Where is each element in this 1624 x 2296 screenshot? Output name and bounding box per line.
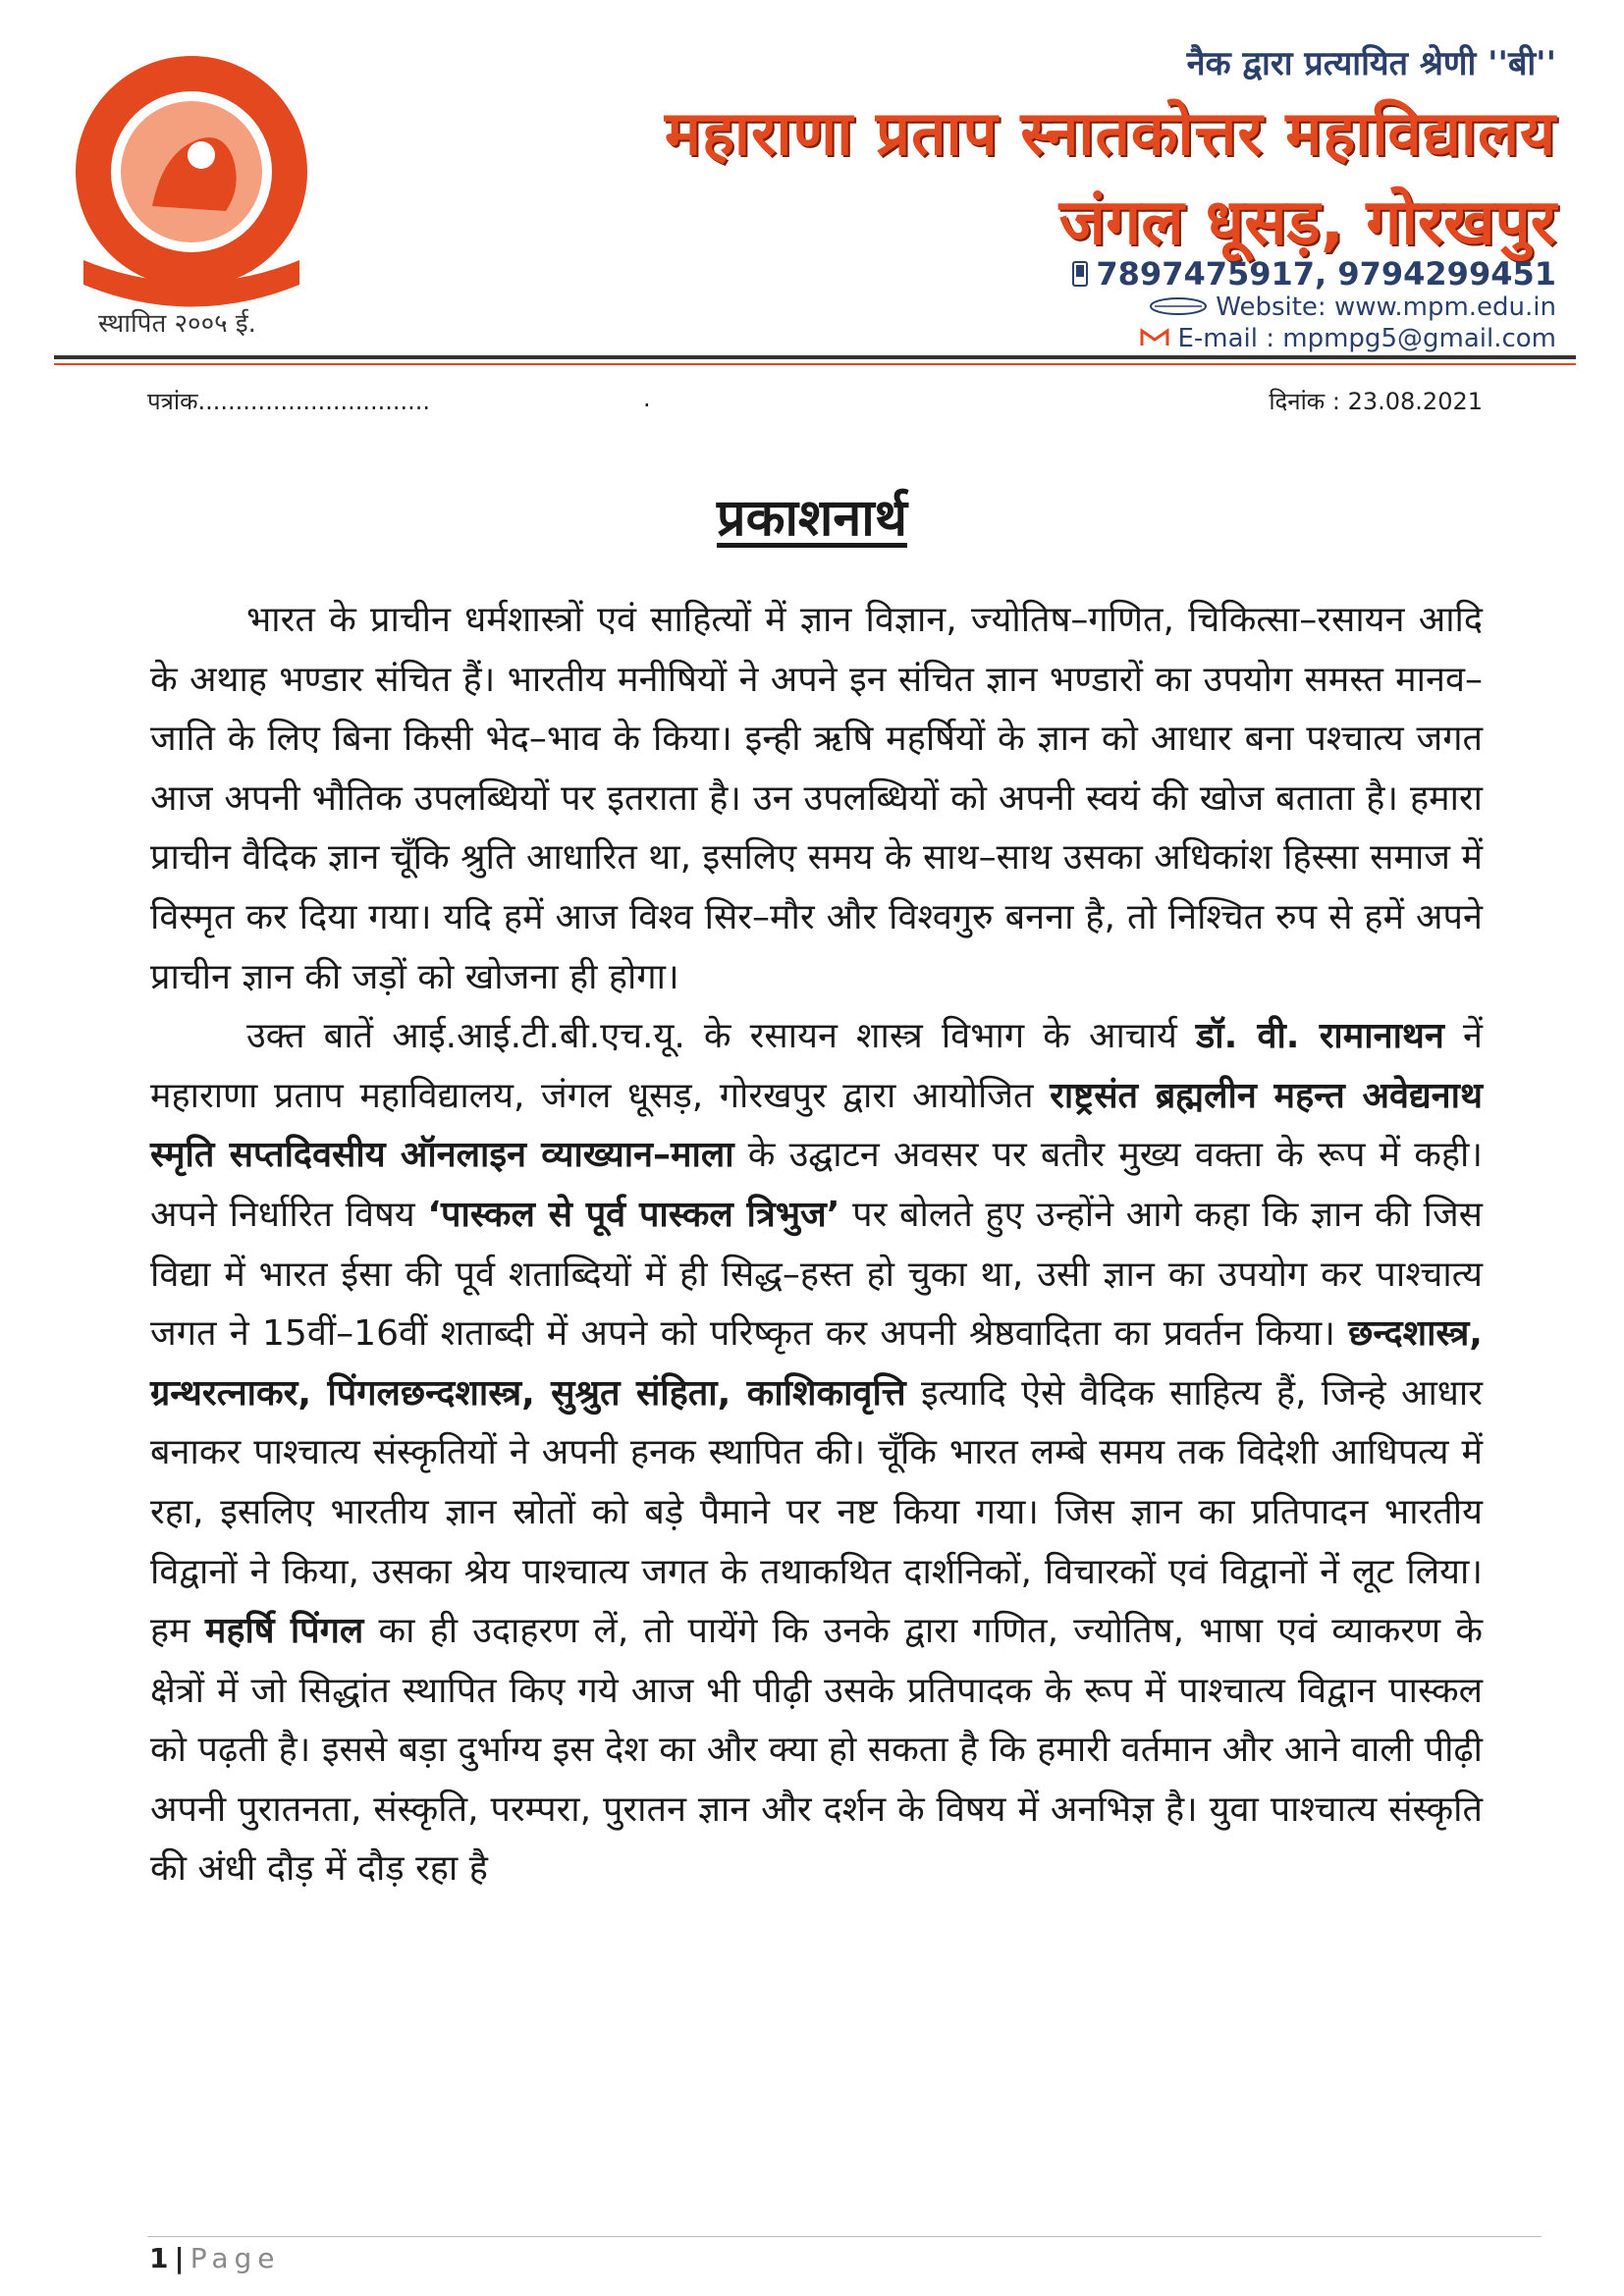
- para2-text-6: का ही उदाहरण लें, तो पायेंगे कि उनके द्वारा गणित, ज्योतिष, भाषा एवं व्याकरण के क्षेत्रों में जो सिद्धांत स्थापित किए गये आज भी पीढ़ी उसके प्रतिपादक के रूप में पाश्चात्य विद्वान पास्कल को पढ़ती है। इससे बड़ा दुर्भाग्य इस देश का और क्या हो सकता है कि हमारी वर्तमान और आने वाली पीढ़ी अपनी पुरातनता, संस्कृति, परम्परा, पुरातन ज्ञान और दर्शन के विषय में अनभिज्ञ है। युवा पाश्चात्य संस्कृति की अंधी दौड़ में दौड़ रहा है: [150, 1611, 1483, 1890]
- globe-www-icon: [1149, 294, 1208, 323]
- mail-icon: [1140, 325, 1169, 354]
- established-year: स्थापित २००५ ई.: [98, 309, 256, 339]
- press-release-body: [150, 591, 1483, 1899]
- website-link[interactable]: Website: www.mpm.edu.in: [1216, 293, 1556, 322]
- footer-divider: [147, 2236, 1542, 2237]
- letterhead: [54, 39, 1576, 363]
- document-heading: [0, 481, 1624, 551]
- lecture-topic: ‘पास्कल से पूर्व पास्कल त्रिभुज’: [427, 1194, 840, 1235]
- phone-icon: [1072, 257, 1088, 294]
- footer-separator: |: [174, 2242, 185, 2274]
- paragraph-1: भारत के प्राचीन धर्मशास्त्रों एवं साहित्यों में ज्ञान विज्ञान, ज्योतिष–गणित, चिकित्सा–रसायन आदि के अथाह भण्डार संचित हैं। भारतीय मनीषियों ने अपने इन संचित ज्ञान भण्डारों का उपयोग समस्त मानव–जाति के लिए बिना किसी भेद–भाव के किया। इन्ही ऋषि महर्षियों के ज्ञान को आधार बना पश्चात्य जगत आज अपनी भौतिक उपलब्धियों पर इतराता है। उन उपलब्धियों को अपनी स्वयं की खोज बताता है। हमारा प्राचीन वैदिक ज्ञान चूँकि श्रुति आधारित था, इसलिए समय के साथ–साथ उसका अधिकांश हिस्सा समाज में विस्मृत कर दिया गया। यदि हमें आज विश्व सिर–मौर और विश्वगुरु बनना है, तो निश्चित रुप से हमें अपने प्राचीन ज्ञान की जड़ों को खोजना ही होगा।: [150, 600, 1483, 997]
- college-name: महाराणा प्रताप स्नातकोत्तर महाविद्यालय: [664, 97, 1556, 169]
- college-location: जंगल धूसड़, गोरखपुर: [1058, 187, 1556, 259]
- vedic-texts-list: छन्दशास्त्र, ग्रन्थरत्नाकर, पिंगलछन्दशास्त्र, सुश्रुत संहिता, काशिकावृत्ति: [150, 1313, 1483, 1414]
- phone-numbers: 7897475917, 9794299451: [1096, 255, 1556, 293]
- heading-text: प्रकाशनार्थ: [717, 489, 907, 548]
- page-number: 1: [149, 2242, 169, 2274]
- website-line: [1149, 293, 1556, 323]
- email-line: [1140, 324, 1556, 354]
- reference-number: पत्रांक...............................: [147, 388, 431, 415]
- para2-text-1: उक्त बातें आई.आई.टी.बी.एच.यू. के रसायन शास्त्र विभाग के आचार्य: [246, 1016, 1196, 1057]
- para2-text-3: के उद्घाटन अवसर पर बतौर मुख्य वक्ता के रूप में कही। अपने निर्धारित विषय: [150, 1135, 1483, 1235]
- lecture-series-name: राष्ट्रसंत ब्रह्मलीन महन्त अवेद्यनाथ स्मृति सप्तदिवसीय ऑनलाइन व्याख्यान–माला: [150, 1075, 1483, 1176]
- para2-text-4: पर बोलते हुए उन्होंने आगे कहा कि ज्ञान की जिस विद्या में भारत ईसा की पूर्व शताब्दियों में ही सिद्ध–हस्त हो चुका था, उसी ज्ञान का उपयोग कर पाश्चात्य जगत ने 15वीं–16वीं शताब्दी में अपने को परिष्कृत कर अपनी श्रेष्ठवादिता का प्रवर्तन किया।: [150, 1194, 1483, 1355]
- college-seal-logo: [54, 49, 329, 324]
- page-footer: [149, 2242, 281, 2274]
- naac-accreditation: नैक द्वारा प्रत्यायित श्रेणी ''बी'': [1186, 44, 1556, 83]
- seal-emblem-icon: [54, 49, 329, 324]
- maharshi-pingal: महर्षि पिंगल: [204, 1611, 364, 1652]
- speaker-name: डॉ. वी. रामानाथन: [1195, 1016, 1444, 1057]
- para2-text-5: इत्यादि ऐसे वैदिक साहित्य हैं, जिन्हे आधार बनाकर पाश्चात्य संस्कृतियों ने अपनी हनक स्थापित की। चूँकि भारत लम्बे समय तक विदेशी आधिपत्य में रहा, इसलिए भारतीय ज्ञान स्रोतों को बड़े पैमाने पर नष्ट किया गया। जिस ज्ञान का प्रतिपादन भारतीय विद्वानों ने किया, उसका श्रेय पाश्चात्य जगत के तथाकथित दार्शनिकों, विचारकों एवं विद्वानों नें लूट लिया। हम: [150, 1372, 1483, 1652]
- phone-line: [1072, 255, 1556, 294]
- para2-text-2: नें महाराणा प्रताप महाविद्यालय, जंगल धूसड़, गोरखपुर द्वारा आयोजित: [150, 1016, 1483, 1116]
- letter-date: दिनांक : 23.08.2021: [1269, 388, 1483, 415]
- letterhead-divider: [54, 355, 1576, 359]
- letterhead-divider-accent: [54, 363, 1576, 365]
- paragraph-2: [150, 1007, 1483, 1899]
- page-label: Page: [189, 2242, 281, 2274]
- email-link[interactable]: E-mail : mpmpg5@gmail.com: [1177, 324, 1556, 353]
- reference-separator: .: [643, 385, 651, 412]
